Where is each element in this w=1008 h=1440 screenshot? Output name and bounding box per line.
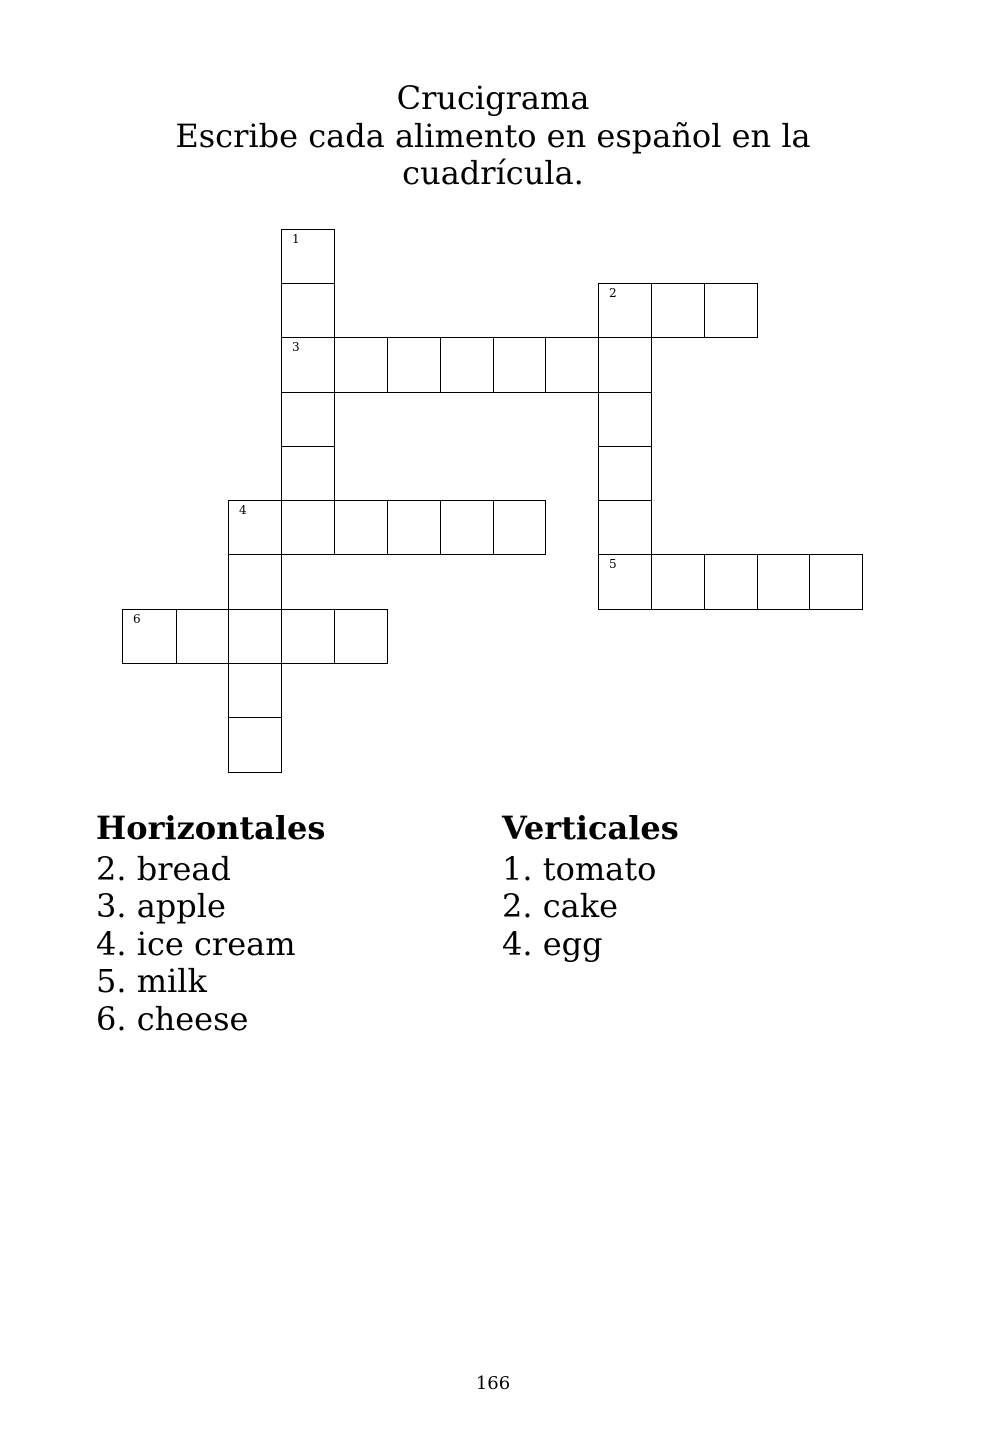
crossword-cell[interactable] bbox=[704, 554, 758, 610]
crossword-cell[interactable] bbox=[334, 337, 388, 393]
clue-number-4: 4 bbox=[239, 503, 247, 517]
crossword-cell[interactable] bbox=[598, 392, 652, 447]
across-heading: Horizontales bbox=[96, 809, 326, 847]
page-number: 166 bbox=[475, 1373, 511, 1394]
across-clue: 5. milk bbox=[96, 962, 207, 1000]
clue-number-3: 3 bbox=[292, 340, 300, 354]
crossword-cell[interactable] bbox=[387, 500, 441, 555]
crossword-cell[interactable] bbox=[598, 500, 652, 555]
crossword-cell[interactable] bbox=[545, 337, 599, 393]
crossword-cell[interactable] bbox=[228, 663, 282, 718]
crossword-cell[interactable] bbox=[176, 609, 229, 664]
crossword-cell[interactable] bbox=[809, 554, 863, 610]
clue-number-2: 2 bbox=[609, 286, 617, 300]
clue-number-6: 6 bbox=[133, 612, 141, 626]
crossword-cell[interactable] bbox=[704, 283, 758, 338]
instruction-line-1: Escribe cada alimento en español en la bbox=[175, 116, 811, 155]
down-clue: 4. egg bbox=[502, 924, 603, 963]
crossword-cell[interactable] bbox=[334, 609, 388, 664]
crossword-cell[interactable] bbox=[493, 500, 546, 555]
crossword-cell[interactable] bbox=[281, 392, 335, 447]
crossword-cell[interactable] bbox=[493, 337, 547, 393]
down-clue: 1. tomato bbox=[502, 849, 657, 888]
crossword-cell[interactable] bbox=[281, 500, 335, 555]
crossword-cell[interactable] bbox=[281, 337, 335, 393]
down-heading: Verticales bbox=[502, 809, 679, 847]
clue-number-5: 5 bbox=[609, 557, 617, 571]
crossword-cell[interactable] bbox=[598, 283, 652, 338]
crossword-cell[interactable] bbox=[387, 337, 441, 393]
crossword-cell[interactable] bbox=[228, 717, 282, 773]
across-clues bbox=[96, 810, 325, 1038]
crossword-cell[interactable] bbox=[598, 554, 652, 610]
crossword-cell[interactable] bbox=[281, 229, 335, 284]
page-title: Crucigrama bbox=[396, 79, 590, 117]
crossword-cell[interactable] bbox=[281, 283, 335, 338]
crossword-cell[interactable] bbox=[122, 609, 177, 664]
crossword-cell[interactable] bbox=[440, 500, 494, 555]
crossword-cell[interactable] bbox=[228, 609, 282, 664]
across-clue: 2. bread bbox=[96, 849, 231, 888]
down-clue: 2. cake bbox=[502, 887, 619, 925]
crossword-cell[interactable] bbox=[440, 337, 494, 393]
crossword-cell[interactable] bbox=[598, 446, 652, 501]
crossword-cell[interactable] bbox=[651, 554, 705, 610]
crossword-cell[interactable] bbox=[334, 500, 388, 555]
down-clues bbox=[502, 810, 679, 963]
across-clue: 6. cheese bbox=[96, 999, 249, 1038]
crossword-cell[interactable] bbox=[757, 554, 811, 610]
crossword-cell[interactable] bbox=[281, 609, 335, 664]
across-clue: 4. ice cream bbox=[96, 924, 296, 963]
clue-number-1: 1 bbox=[292, 232, 300, 246]
across-clue: 3. apple bbox=[96, 887, 226, 925]
instruction-line-2: cuadrícula. bbox=[402, 154, 584, 192]
crossword-cell[interactable] bbox=[228, 500, 282, 555]
crossword-cell[interactable] bbox=[281, 446, 335, 501]
crossword-cell[interactable] bbox=[651, 283, 705, 338]
crossword-cell[interactable] bbox=[598, 337, 652, 393]
crossword-cell[interactable] bbox=[228, 554, 282, 610]
